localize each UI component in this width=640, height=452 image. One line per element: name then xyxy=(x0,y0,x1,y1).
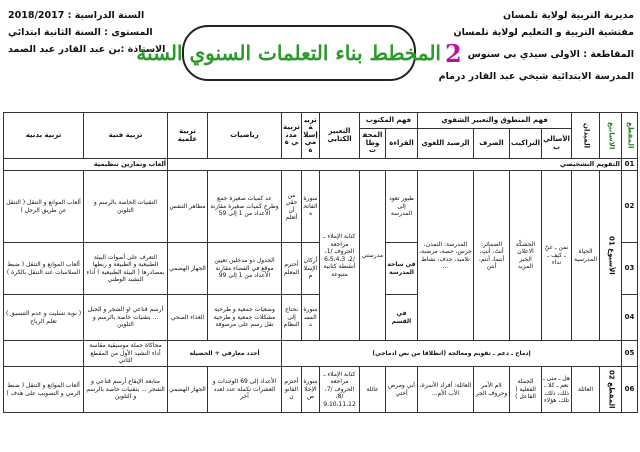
table-row xyxy=(4,159,638,171)
header-left-line-1: السنة الدراسية : 2018/2017 xyxy=(8,10,145,21)
title-grade-number: 2 xyxy=(444,38,462,68)
row-number: 04 xyxy=(622,295,638,341)
row-art: التعرف على أصوات البيئة الطبيعية و الطبيعة و ربطها بمصادرها ( البيئة الطبيعية ) أداء النشيد الوطني xyxy=(84,243,168,295)
col-group-written: فهم المكتوب xyxy=(360,113,418,129)
row-number: 06 xyxy=(622,367,638,413)
row-math: عد كميات صغيرة جمع وطرح كميات صغيرة مقارنة الأعداد من 1 إلى 59 xyxy=(208,171,282,243)
header-right-line-4: المدرسة الابتدائية شيخي عبد القادر درمام xyxy=(438,71,634,82)
row-vocabulary: المدرسة: التمدن، حرس، حصة، مرضبة، تلاميذ، حذف، نشاط ... xyxy=(418,171,474,341)
row-science: مظاهر التنفس xyxy=(168,171,208,243)
row-science: الجهاز الهضمي xyxy=(168,243,208,295)
header-right-line-2: مفتشية التربية و التعليم لولاية تلمسان xyxy=(453,27,634,38)
row-islamic: سورة الإخلاص xyxy=(302,367,320,413)
row-pe-empty xyxy=(4,341,84,367)
row-pe: ألعاب الموانع و التنقل ( ضبط السلاسات عند التنقل بالكرة ) xyxy=(4,243,84,295)
row-styles: نمن ـ عنّ ـ كيف ـ نداء xyxy=(542,171,572,341)
col-memorization: المحفوظا ت xyxy=(360,129,386,159)
row-memorization: عائلة xyxy=(360,367,386,413)
row-art: محاكاة جملة موسيقية مقاسة أداء النشيد الأول من المقطع الثاني xyxy=(84,341,168,367)
col-math: رياضيات xyxy=(208,113,282,159)
row-domain: الحياة المدرسية xyxy=(572,171,600,341)
table-row xyxy=(4,341,638,367)
page-title: المخطط بناء التعلمات السنوي السنة xyxy=(136,41,441,65)
row-islamic: أركان الإسلام xyxy=(302,243,320,295)
row-number: 02 xyxy=(622,171,638,243)
col-reading: القراءة xyxy=(386,129,418,159)
row-number: 03 xyxy=(622,243,638,295)
annual-plan-table xyxy=(3,112,638,413)
row-art: أرسم قناعي او الشجر و الجبل ... بتقنيات خاصة بالرسم و التلوين xyxy=(84,295,168,341)
row-writing: كتابة الإملاء ـ مراجعة الحروف /1، /2، 6،5،4،3 أنشطة كتابية متنوعة xyxy=(320,171,360,341)
col-art: تربية فنية xyxy=(84,113,168,159)
row-writing: كتابة الإملاء ـ مراجعة الحروف /7، /8، 9،10،11،12 xyxy=(320,367,360,413)
row-number: 01 xyxy=(622,159,638,171)
row-civic: نحتاج إلى النظام xyxy=(282,295,302,341)
title-banner xyxy=(136,25,462,81)
row-reading: طيور تعود إلى المدرسة xyxy=(386,171,418,243)
row-week-label: الأسبوع 01 xyxy=(600,171,622,341)
col-morphology: الصرف xyxy=(474,129,510,159)
col-structures: التراكيب xyxy=(510,129,542,159)
col-vocabulary: الرصيد اللغوي xyxy=(418,129,474,159)
row-vocabulary: العائلة: أفراد الأسرة، الأب الأم... xyxy=(418,367,474,413)
row-civic: من حقي أن أتعلم xyxy=(282,171,302,243)
col-weeks: الاسابيع xyxy=(600,113,622,159)
row-pe: ألعاب الموانع و التنقل ( ضبط الرمي و التصويب على هدف ) xyxy=(4,367,84,413)
col-science: تربية علمية xyxy=(168,113,208,159)
table-row xyxy=(4,367,638,413)
header-left-line-3: الاستاذة :بن عبد القادر عبد الصمد xyxy=(8,44,166,55)
header-right-line-3: المقاطعة : الاولى سيدي بي سنوس xyxy=(467,49,634,60)
row-morphology: لام الأمر وحروف الجر xyxy=(474,367,510,413)
col-styles: الأسالي ب xyxy=(542,129,572,159)
col-domain: الميدان xyxy=(572,113,600,159)
col-unit: المقطع xyxy=(622,113,638,159)
row-art: متابعة الإيقاع أرسم قناعي و الشجر ... بتقنيات خاصة بالرسم و التلوين xyxy=(84,367,168,413)
row-memorization: مدرستي xyxy=(360,171,386,341)
row-reading: في ساحة المدرسة xyxy=(386,243,418,295)
row-math: الأعداد إلى 69 الوحدات و العشرات تكملة عدد لعدد آخر xyxy=(208,367,282,413)
row-islamic: سورة الفاتحة xyxy=(302,171,320,243)
row-5-integration: إدماج ـ دعم ـ تقويم ومعالجة (انطلاقا من نص ادماجي) xyxy=(282,341,622,367)
row-civic: أحترم القانون xyxy=(282,367,302,413)
row-domain: العائلة xyxy=(572,367,600,413)
row-math: وضعيات جمعية و طرحية مشكلات جمعية و طرحية نقل رسم على مرصوفة xyxy=(208,295,282,341)
row-art: التقنيات الخاصة بالرسم و التلوين xyxy=(84,171,168,243)
row-science: الجهاز الهضمي xyxy=(168,367,208,413)
row-islamic: سورة المسد xyxy=(302,295,320,341)
row-5-math: أحدد معارفي + الحصيلة xyxy=(168,341,282,367)
row-pe: ألعاب الموانع و التنقل ( التنقل عن طريق الرجل ) xyxy=(4,171,84,243)
col-group-oral: فهم المنطوق والتعبير الشفوي xyxy=(418,113,572,129)
row-reading: في القسم xyxy=(386,295,418,341)
row-1-pe: ألعاب وتمارين تنظيمية xyxy=(4,159,168,171)
row-styles: هل ـ متى ـ نعم ـ كلا ـ ذلك، ذلك، تلك، هؤلاء xyxy=(542,367,572,413)
col-pe: تربية بدنية xyxy=(4,113,84,159)
row-morphology: الضمائر: أنتَ، أنتِ، أنتما، أنتم، أنتن xyxy=(474,171,510,341)
row-structures: الحشكّة الاعلان الخبر المزيد xyxy=(510,171,542,341)
row-structures: الجملة الفعلية ( الفاعل ) xyxy=(510,367,542,413)
page-header xyxy=(0,0,640,112)
header-left-line-2: المستوى : السنة الثانية ابتدائي xyxy=(8,27,153,38)
row-math: الجدول ذو مدخلين تعيين موقع في الفضاء مقارنة الأعداد من 1 إلى 99 xyxy=(208,243,282,295)
row-1-diagnostic: التقويم التشخيصي xyxy=(168,159,622,171)
row-unit: المقطع 02 xyxy=(600,367,622,413)
row-science: الغذاء الصحي xyxy=(168,295,208,341)
row-reading: أبي ومرض أختي xyxy=(386,367,418,413)
row-number: 05 xyxy=(622,341,638,367)
row-pe: ( نوبة نسليت و عدم التنسيق ) تعلم الرياح xyxy=(4,295,84,341)
row-civic: أحترم المعلم xyxy=(282,243,302,295)
header-right-line-1: مديرية التربية لولاية تلمسان xyxy=(503,10,634,21)
col-islamic: تربية إسلامي ة xyxy=(302,113,320,159)
col-writing: التعبير الكتابي xyxy=(320,113,360,159)
table-row xyxy=(4,171,638,243)
col-civic: تربية مدني ة xyxy=(282,113,302,159)
